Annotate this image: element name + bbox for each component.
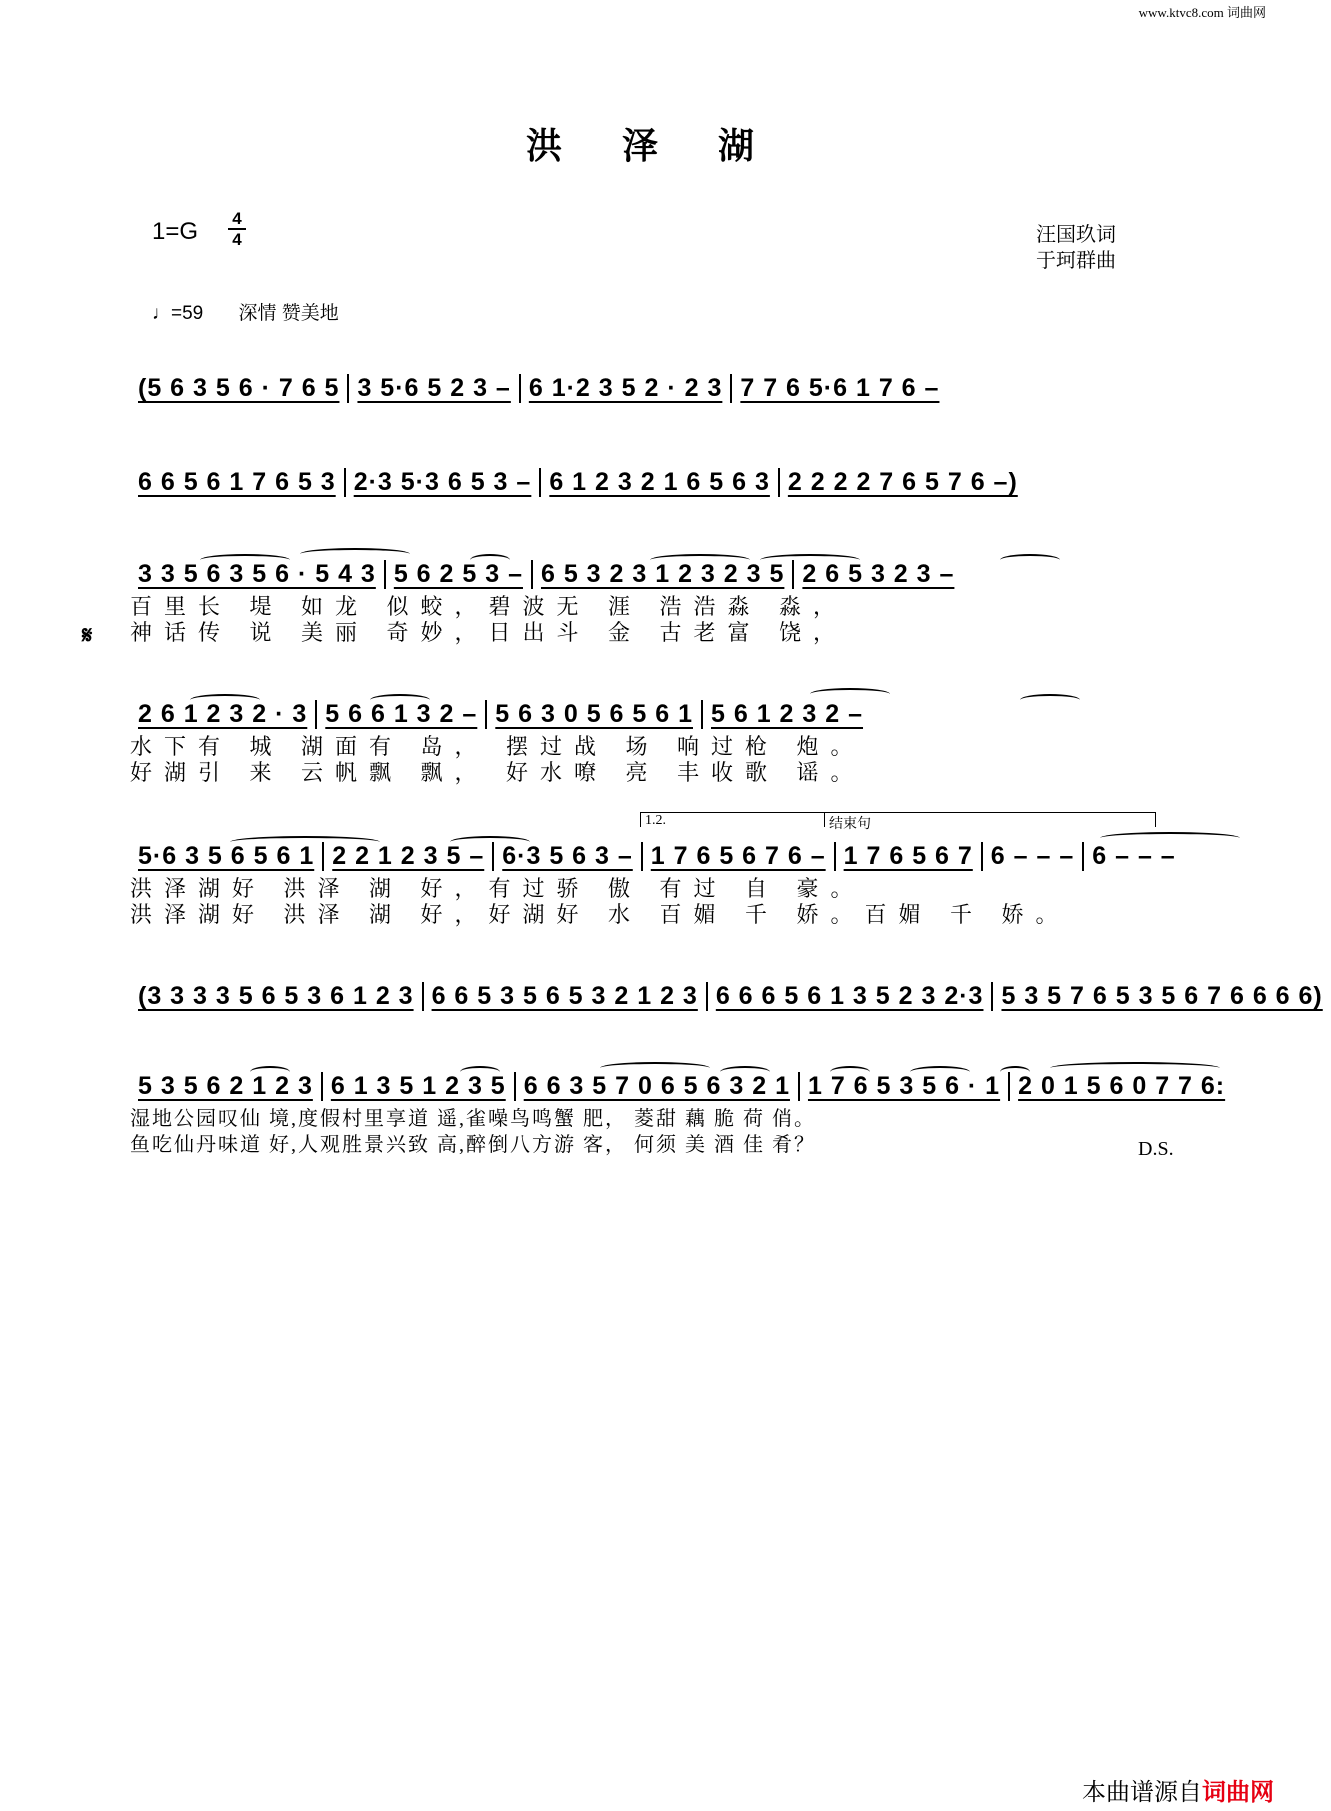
notes-line	[130, 560, 1150, 594]
tempo-bpm: ♩=59	[152, 303, 204, 324]
measure: 5 3 5 6 2 1 2 3	[130, 1072, 323, 1101]
lyric-verse-1: 水下有 城 湖面有 岛， 摆过战 场 响过枪 炮。	[130, 734, 865, 759]
notes-line	[130, 842, 1176, 876]
notes-line	[130, 468, 1150, 502]
composer-credit: 于珂群曲	[1036, 250, 1116, 272]
measure: 5 6 3 0 5 6 5 6 1	[487, 700, 703, 729]
measure: 2 2 2 2 7 6 5 7 6 –)	[787, 468, 1018, 496]
measure: 6 1 2 3 2 1 6 5 6 3	[541, 468, 780, 497]
measure: 5 3 5 7 6 5 3 5 6 7 6 6 6 6)	[1001, 982, 1323, 1010]
notes-line	[130, 374, 1150, 408]
measure: 5 6 1 2 3 2 –	[711, 700, 864, 728]
measure: 3 3 5 6 3 5 6 · 5 4 3	[130, 560, 386, 589]
slur	[810, 688, 890, 700]
song-title: 洪泽湖	[525, 126, 814, 167]
lyric-verse-1: 湿地公园叹仙 境,度假村里享道 遥,雀噪鸟鸣蟹 肥， 菱甜 藕 脆 荷 俏。	[130, 1108, 816, 1130]
credits	[1036, 222, 1116, 274]
measure: 2·3 5·3 6 5 3 –	[346, 468, 542, 497]
measure: 1 7 6 5 6 7	[836, 842, 983, 871]
measure: 6 5 3 2 3 1 2 3 2 3 5	[533, 560, 794, 589]
score-system-6	[130, 982, 1323, 1016]
measure: 6 1 3 5 1 2 3 5	[323, 1072, 516, 1101]
key-signature: 1=G	[152, 218, 199, 245]
tempo-marking	[152, 298, 339, 325]
time-signature-bottom: 4	[232, 230, 242, 249]
coda-ending-bracket: 结束句	[824, 812, 1156, 827]
measure: 7 7 6 5·6 1 7 6 –	[740, 374, 940, 402]
score-system-3	[130, 560, 1150, 646]
dal-segno-marking: D.S.	[1138, 1138, 1174, 1160]
measure: 1 7 6 5 3 5 6 · 1	[800, 1072, 1010, 1101]
measure: 6 6 3 5 7 0 6 5 6 3 2 1	[516, 1072, 800, 1101]
notes-line	[130, 1072, 1226, 1106]
score-system-5	[130, 842, 1176, 928]
slur	[300, 548, 410, 560]
watermark-url: www.ktvc8.com 词曲网	[1138, 5, 1266, 20]
measure: 5 6 6 1 3 2 –	[317, 700, 487, 729]
measure: 6 1·2 3 5 2 · 2 3	[521, 374, 733, 403]
tempo-expression: 深情 赞美地	[238, 303, 339, 324]
measure: 6 6 5 6 1 7 6 5 3	[130, 468, 346, 497]
segno-sign: 𝄋	[82, 622, 93, 649]
time-signature-top: 4	[232, 209, 242, 228]
measure: 6·3 5 6 3 –	[494, 842, 643, 871]
lyric-verse-1: 百里长 堤 如龙 似蛟，碧波无 涯 浩浩淼 淼，	[130, 594, 848, 619]
measure: (3 3 3 3 5 6 5 3 6 1 2 3	[130, 982, 424, 1011]
time-signature	[228, 210, 246, 248]
measure: 6 – – –	[983, 842, 1084, 871]
measure: 6 – – –	[1092, 842, 1176, 870]
score-system-1	[130, 374, 1150, 408]
measure: 5·6 3 5 6 5 6 1	[130, 842, 324, 871]
measure: 2 2 1 2 3 5 –	[324, 842, 494, 871]
lyric-verse-2: 洪泽湖好 洪泽 湖 好，好湖好 水 百媚 千 娇。百媚 千 娇。	[130, 902, 1070, 927]
measure: 2 6 5 3 2 3 –	[802, 560, 955, 588]
measure: 6 6 6 5 6 1 3 5 2 3 2·3	[708, 982, 994, 1011]
lyricist-credit: 汪国玖词	[1036, 224, 1116, 246]
measure: 1 7 6 5 6 7 6 –	[643, 842, 836, 871]
lyric-verse-2: 好湖引 来 云帆飘 飘， 好水嘹 亮 丰收歌 谣。	[130, 760, 865, 785]
source-footer	[1082, 1772, 1274, 1807]
measure: 6 6 5 3 5 6 5 3 2 1 2 3	[424, 982, 708, 1011]
notes-line	[130, 700, 1150, 734]
footer-brand: 词曲网	[1202, 1779, 1274, 1806]
lyric-verse-1: 洪泽湖好 洪泽 湖 好，有过骄 傲 有过 自 豪。	[130, 876, 865, 901]
measure: 2 6 1 2 3 2 · 3	[130, 700, 317, 729]
score-system-4	[130, 700, 1150, 786]
lyric-verse-2: 鱼吃仙丹味道 好,人观胜景兴致 高,醉倒八方游 客， 何须 美 酒 佳 肴？	[130, 1134, 816, 1156]
footer-prefix: 本曲谱源自	[1082, 1779, 1202, 1806]
score-system-2	[130, 468, 1150, 502]
measure: (5 6 3 5 6 · 7 6 5	[130, 374, 349, 403]
lyric-verse-2: 神话传 说 美丽 奇妙，日出斗 金 古老富 饶，	[130, 620, 848, 645]
measure: 3 5·6 5 2 3 –	[349, 374, 520, 403]
measure: 2 0 1 5 6 0 7 7 6:	[1018, 1072, 1226, 1100]
first-ending-bracket: 1.2.	[640, 812, 825, 827]
notes-line	[130, 982, 1323, 1016]
measure: 5 6 2 5 3 –	[386, 560, 533, 589]
